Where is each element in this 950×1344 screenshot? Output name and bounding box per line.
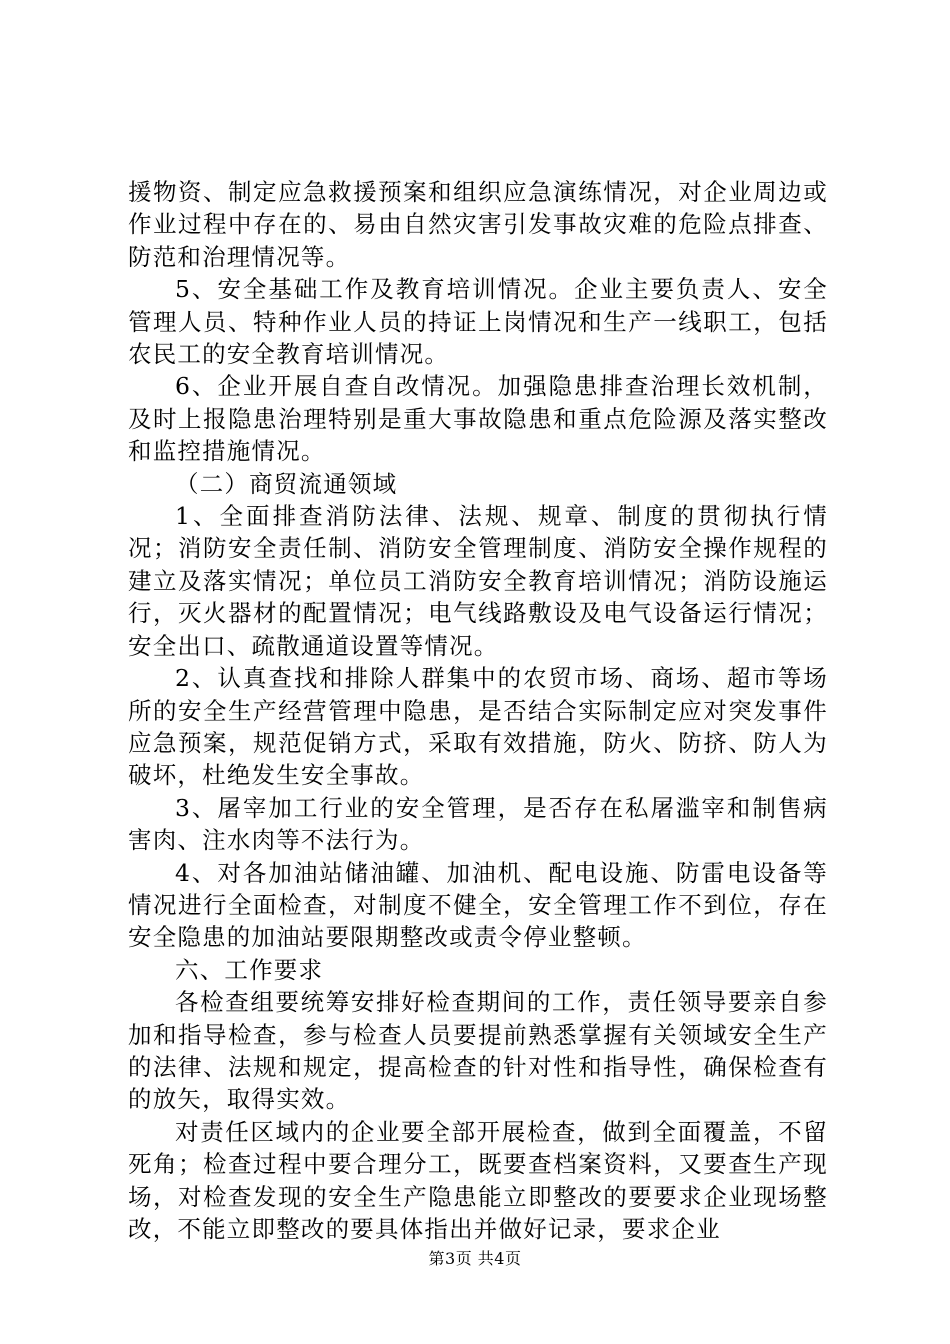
section-heading-commerce: （二）商贸流通领域 xyxy=(175,469,398,498)
section-heading-work-requirements: 六、工作要求 xyxy=(175,955,324,984)
paragraph-requirements-2: 对责任区域内的企业要全部开展检查，做到全面覆盖，不留死角；检查过程中要合理分工，既要查档案资料，又要查生产现场，对检查发现的安全生产隐患能立即整改的要要求企业现场整改，不能立即整改的要具体指出并做好记录，要求企业 xyxy=(128,1117,828,1243)
paragraph-commerce-item-3: 3、屠宰加工行业的安全管理，是否存在私屠滥宰和制售病害肉、注水肉等不法行为。 xyxy=(128,793,828,855)
document-body xyxy=(128,176,828,1245)
paragraph-item-6: 6、企业开展自查自改情况。加强隐患排查治理长效机制，及时上报隐患治理特别是重大事故隐患和重点危险源及落实整改和监控措施情况。 xyxy=(128,372,828,466)
paragraph-commerce-item-4: 4、对各加油站储油罐、加油机、配电设施、防雷电设备等情况进行全面检查，对制度不健全，安全管理工作不到位，存在安全隐患的加油站要限期整改或责令停业整顿。 xyxy=(128,858,828,952)
paragraph-item-5: 5、安全基础工作及教育培训情况。企业主要负责人、安全管理人员、特种作业人员的持证上岗情况和生产一线职工，包括农民工的安全教育培训情况。 xyxy=(128,275,828,369)
paragraph-continuation: 援物资、制定应急救援预案和组织应急演练情况，对企业周边或作业过程中存在的、易由自然灾害引发事故灾难的危险点排查、防范和治理情况等。 xyxy=(128,178,828,271)
paragraph-commerce-item-1: 1、全面排查消防法律、法规、规章、制度的贯彻执行情况；消防安全责任制、消防安全管理制度、消防安全操作规程的建立及落实情况；单位员工消防安全教育培训情况；消防设施运行，灭火器材的配置情况；电气线路敷设及电气设备运行情况；安全出口、疏散通道设置等情况。 xyxy=(128,502,828,660)
paragraph-commerce-item-2: 2、认真查找和排除人群集中的农贸市场、商场、超市等场所的安全生产经营管理中隐患，是否结合实际制定应对突发事件应急预案，规范促销方式，采取有效措施，防火、防挤、防人为破坏，杜绝发生安全事故。 xyxy=(128,664,828,790)
page-number-footer: 第3页 共4页 xyxy=(428,1249,522,1268)
paragraph-requirements-1: 各检查组要统筹安排好检查期间的工作，责任领导要亲自参加和指导检查，参与检查人员要提前熟悉掌握有关领域安全生产的法律、法规和规定，提高检查的针对性和指导性，确保检查有的放矢，取得实效。 xyxy=(128,988,828,1114)
